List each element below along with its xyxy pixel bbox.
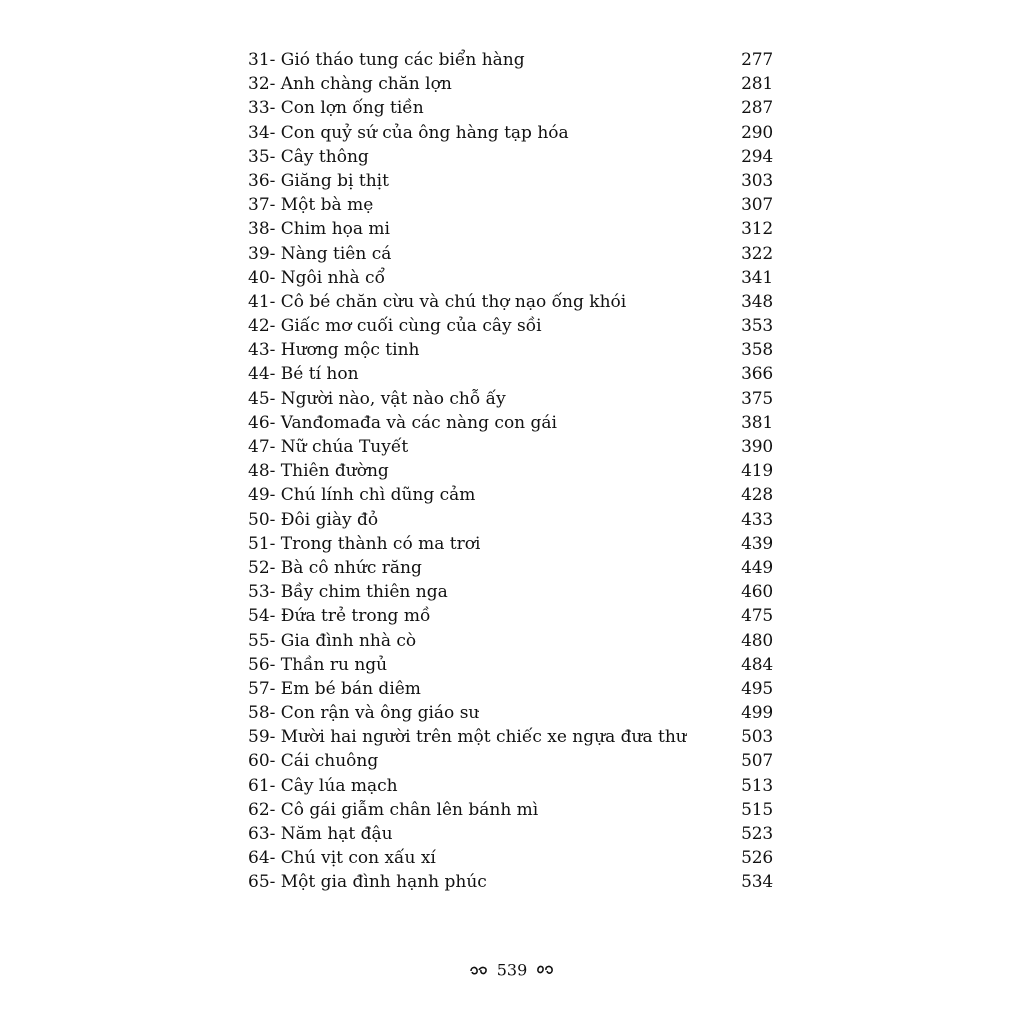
toc-entry-page: 515 <box>741 799 773 820</box>
toc-entry-page: 290 <box>741 122 773 143</box>
toc-entry-title: 64- Chú vịt con xấu xí <box>248 848 436 869</box>
toc-entry-title: 49- Chú lính chì dũng cảm <box>248 485 476 506</box>
toc-entry-title: 40- Ngôi nhà cổ <box>248 267 385 288</box>
toc-entry-title: 38- Chim họa mi <box>248 219 390 240</box>
toc-entry <box>248 580 773 604</box>
toc-entry-title: 59- Mười hai người trên một chiếc xe ngựa đưa thư <box>248 727 687 748</box>
toc-entry-page: 303 <box>741 170 773 191</box>
toc-entry <box>248 725 773 749</box>
toc-entry-page: 341 <box>741 267 773 288</box>
toc-entry <box>248 677 773 701</box>
toc-entry-page: 322 <box>741 243 773 264</box>
toc-entry <box>248 96 773 120</box>
page-number: 539 <box>496 960 528 980</box>
toc-entry-page: 475 <box>741 606 773 627</box>
toc-entry <box>248 653 773 677</box>
toc-entry <box>248 701 773 725</box>
toc-entry-page: 513 <box>741 775 773 796</box>
toc-entry-title: 62- Cô gái giẫm chân lên bánh mì <box>248 799 539 820</box>
toc-entry-page: 375 <box>741 388 773 409</box>
toc-entry-title: 55- Gia đình nhà cò <box>248 630 417 651</box>
toc-entry-title: 52- Bà cô nhức răng <box>248 557 422 578</box>
toc-entry-page: 480 <box>741 630 773 651</box>
toc-entry <box>248 508 773 532</box>
toc-entry-page: 358 <box>741 340 773 361</box>
toc-entry-title: 42- Giấc mơ cuối cùng của cây sồi <box>248 316 542 337</box>
toc-entry-page: 495 <box>741 678 773 699</box>
toc-entry-title: 46- Vanđomađa và các nàng con gái <box>248 412 557 433</box>
toc-entry <box>248 121 773 145</box>
toc-entry-title: 61- Cây lúa mạch <box>248 775 398 796</box>
toc-entry-page: 526 <box>741 848 773 869</box>
toc-entry <box>248 870 773 894</box>
toc-entry <box>248 338 773 362</box>
toc-entry-title: 43- Hương mộc tinh <box>248 340 420 361</box>
toc-entry-title: 44- Bé tí hon <box>248 364 359 385</box>
toc-entry-title: 31- Gió tháo tung các biển hàng <box>248 50 525 70</box>
toc-entry-title: 63- Năm hạt đậu <box>248 824 393 844</box>
toc-entry <box>248 169 773 193</box>
toc-entry-title: 58- Con rận và ông giáo sư <box>248 703 480 724</box>
toc-entry <box>248 314 773 338</box>
toc-entry-title: 50- Đôi giày đỏ <box>248 509 379 530</box>
toc-entry <box>248 290 773 314</box>
toc-entry <box>248 48 773 72</box>
toc-entry-page: 523 <box>741 824 773 844</box>
toc-entry <box>248 749 773 773</box>
toc-entry-title: 32- Anh chàng chăn lợn <box>248 74 452 95</box>
toc-entry-title: 51- Trong thành có ma trơi <box>248 533 481 554</box>
toc-entry-title: 57- Em bé bán diêm <box>248 678 421 699</box>
toc-entry-page: 439 <box>741 533 773 554</box>
toc-entry-page: 428 <box>741 485 773 506</box>
toc-entry-title: 36- Giăng bị thịt <box>248 170 389 191</box>
toc-entry <box>248 387 773 411</box>
toc-entry-title: 54- Đứa trẻ trong mồ <box>248 606 431 627</box>
toc-entry <box>248 411 773 435</box>
toc-entry <box>248 532 773 556</box>
left-ornament-icon <box>470 959 488 983</box>
toc-entry-title: 48- Thiên đường <box>248 461 389 482</box>
toc-entry-title: 41- Cô bé chăn cừu và chú thợ nạo ống khói <box>248 291 627 312</box>
toc-entry <box>248 846 773 870</box>
toc-entry <box>248 798 773 822</box>
toc-entry-title: 53- Bầy chim thiên nga <box>248 582 448 603</box>
toc-entry <box>248 629 773 653</box>
right-ornament-icon <box>536 959 554 983</box>
toc-entry-page: 460 <box>741 582 773 603</box>
toc-entry <box>248 459 773 483</box>
toc-entry-page: 433 <box>741 509 773 530</box>
toc-entry-title: 56- Thần ru ngủ <box>248 654 388 675</box>
toc-entry-page: 484 <box>741 654 773 675</box>
toc-entry <box>248 362 773 386</box>
toc-entry-page: 277 <box>741 50 773 70</box>
toc-entry-page: 294 <box>741 146 773 167</box>
toc-entry <box>248 822 773 846</box>
toc-entry-page: 353 <box>741 316 773 337</box>
toc-entry <box>248 72 773 96</box>
toc-entry <box>248 242 773 266</box>
toc-entry-page: 499 <box>741 703 773 724</box>
toc-entry-title: 65- Một gia đình hạnh phúc <box>248 872 487 893</box>
toc-entry-title: 45- Người nào, vật nào chỗ ấy <box>248 388 506 409</box>
toc-entry-page: 348 <box>741 291 773 312</box>
toc-entry-page: 390 <box>741 437 773 457</box>
toc-entry-page: 507 <box>741 751 773 772</box>
toc-entry <box>248 193 773 217</box>
toc-entry <box>248 774 773 798</box>
toc-entry <box>248 556 773 580</box>
toc-entry-page: 449 <box>741 557 773 578</box>
page-footer <box>0 958 1024 983</box>
toc-entry <box>248 483 773 507</box>
toc-entry-page: 366 <box>741 364 773 385</box>
toc-entry-title: 33- Con lợn ống tiền <box>248 98 424 119</box>
toc-entry <box>248 145 773 169</box>
toc-entry <box>248 217 773 241</box>
toc-entry-page: 287 <box>741 98 773 119</box>
toc-entry <box>248 604 773 628</box>
toc-entry <box>248 435 773 459</box>
toc-entry-page: 281 <box>741 74 773 95</box>
toc-entry-page: 534 <box>741 872 773 893</box>
toc-entry-title: 60- Cái chuông <box>248 751 379 772</box>
toc-entry-title: 34- Con quỷ sứ của ông hàng tạp hóa <box>248 122 569 143</box>
toc-entry-page: 381 <box>741 412 773 433</box>
toc-entry-title: 47- Nữ chúa Tuyết <box>248 437 409 457</box>
toc-entry-page: 312 <box>741 219 773 240</box>
toc-entry-page: 503 <box>741 727 773 748</box>
toc-entry-page: 307 <box>741 195 773 216</box>
toc-entry <box>248 266 773 290</box>
toc-entry-page: 419 <box>741 461 773 482</box>
toc-entry-title: 39- Nàng tiên cá <box>248 243 392 264</box>
toc-entry-title: 35- Cây thông <box>248 146 369 167</box>
toc-entry-title: 37- Một bà mẹ <box>248 195 374 216</box>
table-of-contents <box>248 48 773 895</box>
